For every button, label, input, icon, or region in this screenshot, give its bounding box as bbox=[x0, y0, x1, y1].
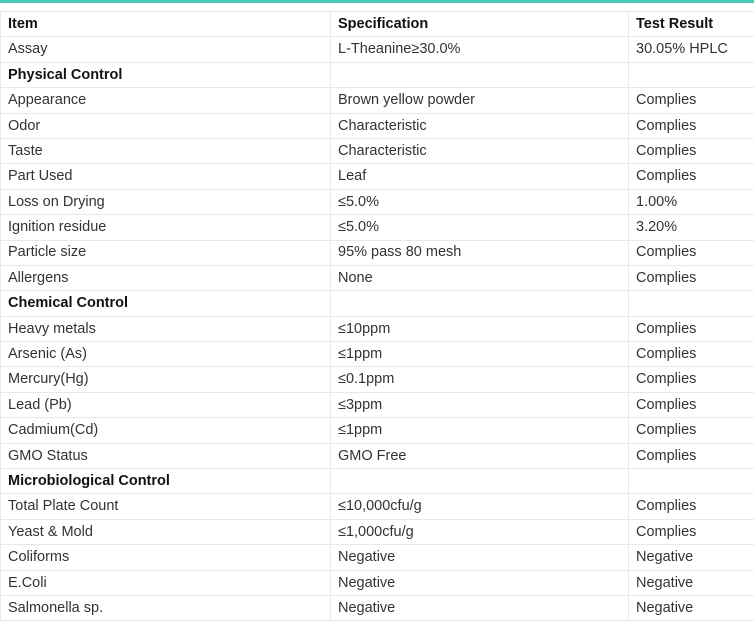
cell-item: Allergens bbox=[1, 265, 331, 290]
cell-specification: ≤3ppm bbox=[331, 392, 629, 417]
cell-item: Part Used bbox=[1, 164, 331, 189]
section-row bbox=[1, 291, 754, 316]
table-row bbox=[1, 189, 754, 214]
cell-test-result: Complies bbox=[629, 164, 754, 189]
empty-cell bbox=[331, 469, 629, 494]
cell-test-result: Complies bbox=[629, 240, 754, 265]
section-row bbox=[1, 469, 754, 494]
cell-specification: None bbox=[331, 265, 629, 290]
cell-test-result: Complies bbox=[629, 316, 754, 341]
cell-specification: GMO Free bbox=[331, 443, 629, 468]
cell-specification: ≤0.1ppm bbox=[331, 367, 629, 392]
cell-specification: ≤10,000cfu/g bbox=[331, 494, 629, 519]
cell-test-result: Negative bbox=[629, 570, 754, 595]
cell-test-result: Complies bbox=[629, 519, 754, 544]
table-row bbox=[1, 164, 754, 189]
table-row bbox=[1, 37, 754, 62]
empty-cell bbox=[331, 291, 629, 316]
table-row bbox=[1, 240, 754, 265]
cell-item: Total Plate Count bbox=[1, 494, 331, 519]
table-row bbox=[1, 545, 754, 570]
cell-test-result: Complies bbox=[629, 494, 754, 519]
cell-item: Particle size bbox=[1, 240, 331, 265]
table-row bbox=[1, 570, 754, 595]
header-specification: Specification bbox=[331, 12, 629, 37]
cell-test-result: Complies bbox=[629, 367, 754, 392]
cell-item: Odor bbox=[1, 113, 331, 138]
cell-test-result: Complies bbox=[629, 113, 754, 138]
table-header-row bbox=[1, 12, 754, 37]
section-title: Microbiological Control bbox=[1, 469, 331, 494]
cell-specification: Negative bbox=[331, 595, 629, 620]
cell-specification: ≤5.0% bbox=[331, 215, 629, 240]
section-title: Chemical Control bbox=[1, 291, 331, 316]
cell-item: Arsenic (As) bbox=[1, 342, 331, 367]
section-title: Physical Control bbox=[1, 62, 331, 87]
cell-item: Coliforms bbox=[1, 545, 331, 570]
table-row bbox=[1, 418, 754, 443]
cell-specification: L-Theanine≥30.0% bbox=[331, 37, 629, 62]
table-row bbox=[1, 316, 754, 341]
cell-test-result: Complies bbox=[629, 418, 754, 443]
table-row bbox=[1, 215, 754, 240]
table-row bbox=[1, 265, 754, 290]
cell-specification: ≤1ppm bbox=[331, 418, 629, 443]
cell-specification: ≤5.0% bbox=[331, 189, 629, 214]
cell-specification: ≤1ppm bbox=[331, 342, 629, 367]
cell-specification: Characteristic bbox=[331, 113, 629, 138]
cell-specification: ≤1,000cfu/g bbox=[331, 519, 629, 544]
cell-test-result: Negative bbox=[629, 595, 754, 620]
table-row bbox=[1, 367, 754, 392]
cell-specification: Characteristic bbox=[331, 138, 629, 163]
cell-test-result: 3.20% bbox=[629, 215, 754, 240]
cell-specification: 95% pass 80 mesh bbox=[331, 240, 629, 265]
cell-specification: Brown yellow powder bbox=[331, 88, 629, 113]
cell-specification: Negative bbox=[331, 545, 629, 570]
table-row bbox=[1, 342, 754, 367]
cell-test-result: 1.00% bbox=[629, 189, 754, 214]
cell-item: Ignition residue bbox=[1, 215, 331, 240]
cell-test-result: Complies bbox=[629, 342, 754, 367]
table-row bbox=[1, 88, 754, 113]
cell-item: Assay bbox=[1, 37, 331, 62]
empty-cell bbox=[629, 469, 754, 494]
section-row bbox=[1, 62, 754, 87]
table-row bbox=[1, 392, 754, 417]
cell-test-result: Complies bbox=[629, 392, 754, 417]
cell-item: Taste bbox=[1, 138, 331, 163]
cell-test-result: Complies bbox=[629, 88, 754, 113]
cell-item: Lead (Pb) bbox=[1, 392, 331, 417]
cell-test-result: 30.05% HPLC bbox=[629, 37, 754, 62]
table-body bbox=[1, 37, 754, 621]
table-row bbox=[1, 113, 754, 138]
cell-specification: Negative bbox=[331, 570, 629, 595]
cell-item: Heavy metals bbox=[1, 316, 331, 341]
cell-item: Cadmium(Cd) bbox=[1, 418, 331, 443]
cell-item: Yeast & Mold bbox=[1, 519, 331, 544]
cell-test-result: Complies bbox=[629, 443, 754, 468]
cell-item: GMO Status bbox=[1, 443, 331, 468]
cell-specification: ≤10ppm bbox=[331, 316, 629, 341]
table-row bbox=[1, 519, 754, 544]
cell-item: Loss on Drying bbox=[1, 189, 331, 214]
cell-test-result: Complies bbox=[629, 138, 754, 163]
empty-cell bbox=[629, 291, 754, 316]
header-test-result: Test Result bbox=[629, 12, 754, 37]
empty-cell bbox=[331, 62, 629, 87]
table-row bbox=[1, 595, 754, 620]
cell-item: Mercury(Hg) bbox=[1, 367, 331, 392]
spec-table bbox=[0, 11, 754, 621]
cell-item: E.Coli bbox=[1, 570, 331, 595]
cell-item: Appearance bbox=[1, 88, 331, 113]
top-accent-bar bbox=[0, 0, 754, 3]
cell-item: Salmonella sp. bbox=[1, 595, 331, 620]
table-row bbox=[1, 138, 754, 163]
header-item: Item bbox=[1, 12, 331, 37]
table-row bbox=[1, 443, 754, 468]
cell-specification: Leaf bbox=[331, 164, 629, 189]
cell-test-result: Complies bbox=[629, 265, 754, 290]
empty-cell bbox=[629, 62, 754, 87]
table-row bbox=[1, 494, 754, 519]
cell-test-result: Negative bbox=[629, 545, 754, 570]
